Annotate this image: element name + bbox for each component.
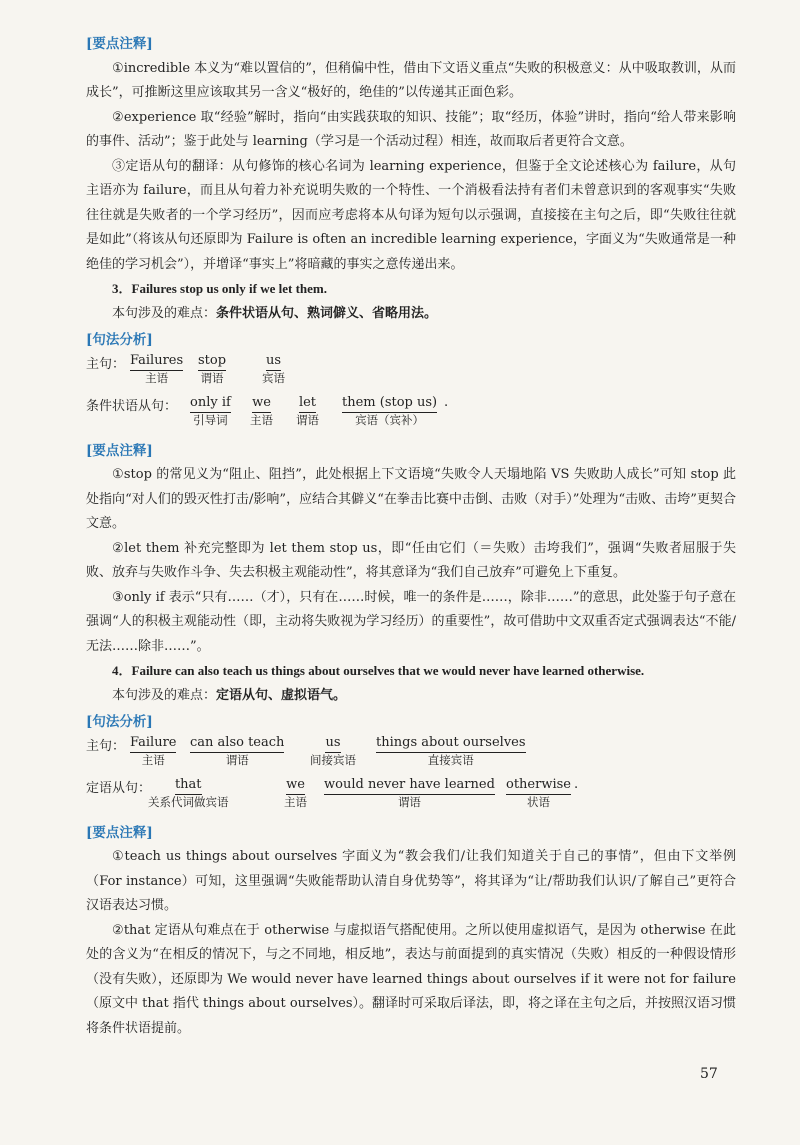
chunk-word: let: [299, 395, 316, 413]
chunk-role: 谓语: [397, 794, 421, 809]
chunk-role: 关系代词做宾语: [148, 794, 229, 809]
syntax-chunk: [130, 353, 183, 386]
page-content: [86, 30, 736, 1041]
note-paragraph: ③only if 表示“只有……（才），只有在……时候，唯一的条件是……，除非……”的意思，此处鉴于句子意在强调“人的积极主观能动性（即，主动将失败视为学习经历）的重要性”，故可借助中文双重否定式强调表达“不能/无法……除非……”。: [86, 589, 736, 654]
syntax-row-main: [86, 735, 736, 777]
notes-header: [要点注释]: [86, 36, 153, 52]
note-paragraph: ③定语从句的翻译：从句修饰的核心名词为 learning experience，但鉴于全文论述核心为 failure，从句主语亦为 failure，而且从句着力补充说明失败的一个特性、一个消极看法持有者们未曾意识到的客观事实“失败往往就是失败者的一个学习经历”，因而应考虑将本从句译为短句以示强调，直接接在主句之后，即“失败往往就是如此”（将该从句还原即为 Failure is often an incredible learning experience，字面义为“失败通常是一种绝佳的学习机会”），并增译“事实上”将暗藏的事实之意传递出来。: [86, 158, 736, 272]
sentence-heading-4: 4．Failure can also teach us things about ourselves that we would never have learned otherwise.: [112, 663, 645, 678]
row-punctuation: .: [444, 394, 449, 410]
row-prefix: 主句：: [86, 356, 126, 372]
note-paragraph: ②that 定语从句难点在于 otherwise 与虚拟语气搭配使用。之所以使用虚拟语气，是因为 otherwise 在此处的含义为“在相反的情况下，与之不同地，相反地”，表达与前面提到的真实情况（失败）相反的一种假设情形（没有失败），还原即为 We would never have learned things about ourselves if it were not for failure（原文中 that 指代 things about ourselves）。翻译时可采取后译法，即，将之译在主句之后，并按照汉语习惯将条件状语提前。: [86, 922, 736, 1036]
syntax-chunk: [190, 395, 231, 428]
chunk-role: 宾语（宾补）: [355, 412, 425, 427]
notes-header: [要点注释]: [86, 824, 153, 841]
syntax-header: [句法分析]: [86, 714, 153, 730]
difficulty-points: 条件状语从句、熟词僻义、省略用法。: [216, 305, 438, 321]
syntax-chunk: [342, 395, 437, 428]
chunk-role: 主语: [284, 794, 307, 809]
difficulty-line-3: [86, 302, 736, 327]
chunk-word: us: [325, 735, 340, 753]
chunk-word: we: [286, 777, 305, 795]
chunk-word: Failure: [130, 735, 176, 753]
syntax-chunk: [310, 735, 356, 768]
syntax-chunk: [198, 353, 226, 386]
syntax-chunk: [250, 395, 273, 428]
syntax-chunk: [148, 777, 229, 810]
syntax-chunk: [190, 735, 284, 768]
difficulty-prefix: 本句涉及的难点：: [112, 687, 217, 703]
chunk-role: 主语: [250, 412, 273, 427]
syntax-row-main: [86, 353, 736, 395]
chunk-word: only if: [190, 395, 231, 413]
difficulty-prefix: 本句涉及的难点：: [112, 305, 217, 321]
chunk-word: that: [175, 777, 202, 795]
note-paragraph: ①stop 的常见义为“阻止、阻挡”，此处根据上下文语境“失败令人天塌地陷 VS 失败助人成长”可知 stop 此处指向“对人们的毁灭性打击/影响”，应结合其僻义“在拳击比赛中击倒、击败（对手）”处理为“击败、击垮”更契合文意。: [86, 467, 736, 531]
chunk-role: 间接宾语: [310, 752, 356, 767]
chunk-word: would never have learned: [324, 777, 495, 795]
difficulty-points: 定语从句、虚拟语气。: [216, 687, 347, 703]
chunk-role: 状语: [526, 794, 550, 809]
notes-header: [要点注释]: [86, 442, 153, 459]
note-paragraph: ②experience 取“经验”解时，指向“由实践获取的知识、技能”；取“经历，体验”讲时，指向“给人带来影响的事件、活动”；鉴于此处与 learning（学习是一个活动过程）相连，故而取后者更符合文意。: [86, 109, 736, 149]
chunk-word: can also teach: [190, 735, 284, 753]
chunk-word: stop: [198, 353, 226, 371]
chunk-role: 谓语: [296, 412, 319, 427]
syntax-chunk: [324, 777, 495, 810]
chunk-role: 主语: [145, 370, 169, 385]
chunk-word: otherwise: [506, 777, 571, 795]
row-punctuation: .: [574, 776, 579, 792]
note-paragraph: ①incredible 本义为“难以置信的”，但稍偏中性，借由下文语义重点“失败的积极意义：从中吸取教训，从而成长”，可推断这里应该取其另一含义“极好的，绝佳的”以传递其正面色彩。: [86, 60, 736, 100]
syntax-row-clause: [86, 777, 736, 819]
sentence-heading-3: 3．Failures stop us only if we let them.: [112, 281, 327, 296]
chunk-role: 谓语: [225, 752, 249, 767]
chunk-role: 谓语: [200, 370, 224, 385]
chunk-role: 引导词: [193, 412, 228, 427]
chunk-role: 主语: [141, 752, 165, 767]
difficulty-line-4: [86, 684, 736, 709]
note-paragraph: ①teach us things about ourselves 字面义为“教会我们/让我们知道关于自己的事情”，但由下文举例（For instance）可知，这里强调“失败能帮助认清自身优势等”，将其译为“让/帮助我们认识/了解自己”更符合汉语表达习惯。: [86, 849, 736, 913]
syntax-header: [句法分析]: [86, 332, 153, 348]
syntax-chunk: [262, 353, 285, 386]
chunk-word: Failures: [130, 353, 183, 371]
syntax-chunk: [284, 777, 307, 810]
page-number: 57: [700, 1066, 718, 1082]
row-prefix: 条件状语从句：: [86, 398, 178, 414]
chunk-role: 宾语: [262, 370, 285, 385]
chunk-word: we: [252, 395, 271, 413]
chunk-word: them (stop us): [342, 395, 437, 413]
syntax-chunk: [296, 395, 319, 428]
syntax-chunk: [130, 735, 176, 768]
syntax-row-clause: [86, 395, 736, 437]
chunk-word: things about ourselves: [376, 735, 526, 753]
row-prefix: 主句：: [86, 738, 126, 754]
note-paragraph: ②let them 补充完整即为 let them stop us，即“任由它们（＝失败）击垮我们”，强调“失败者屈服于失败、放弃与失败作斗争、失去积极主观能动性”，将其意译为“我们自己放弃”可避免上下重复。: [86, 540, 736, 580]
syntax-chunk: [376, 735, 526, 768]
row-prefix: 定语从句：: [86, 780, 152, 796]
chunk-role: 直接宾语: [427, 752, 474, 767]
chunk-word: us: [266, 353, 281, 371]
syntax-chunk: [506, 777, 571, 810]
